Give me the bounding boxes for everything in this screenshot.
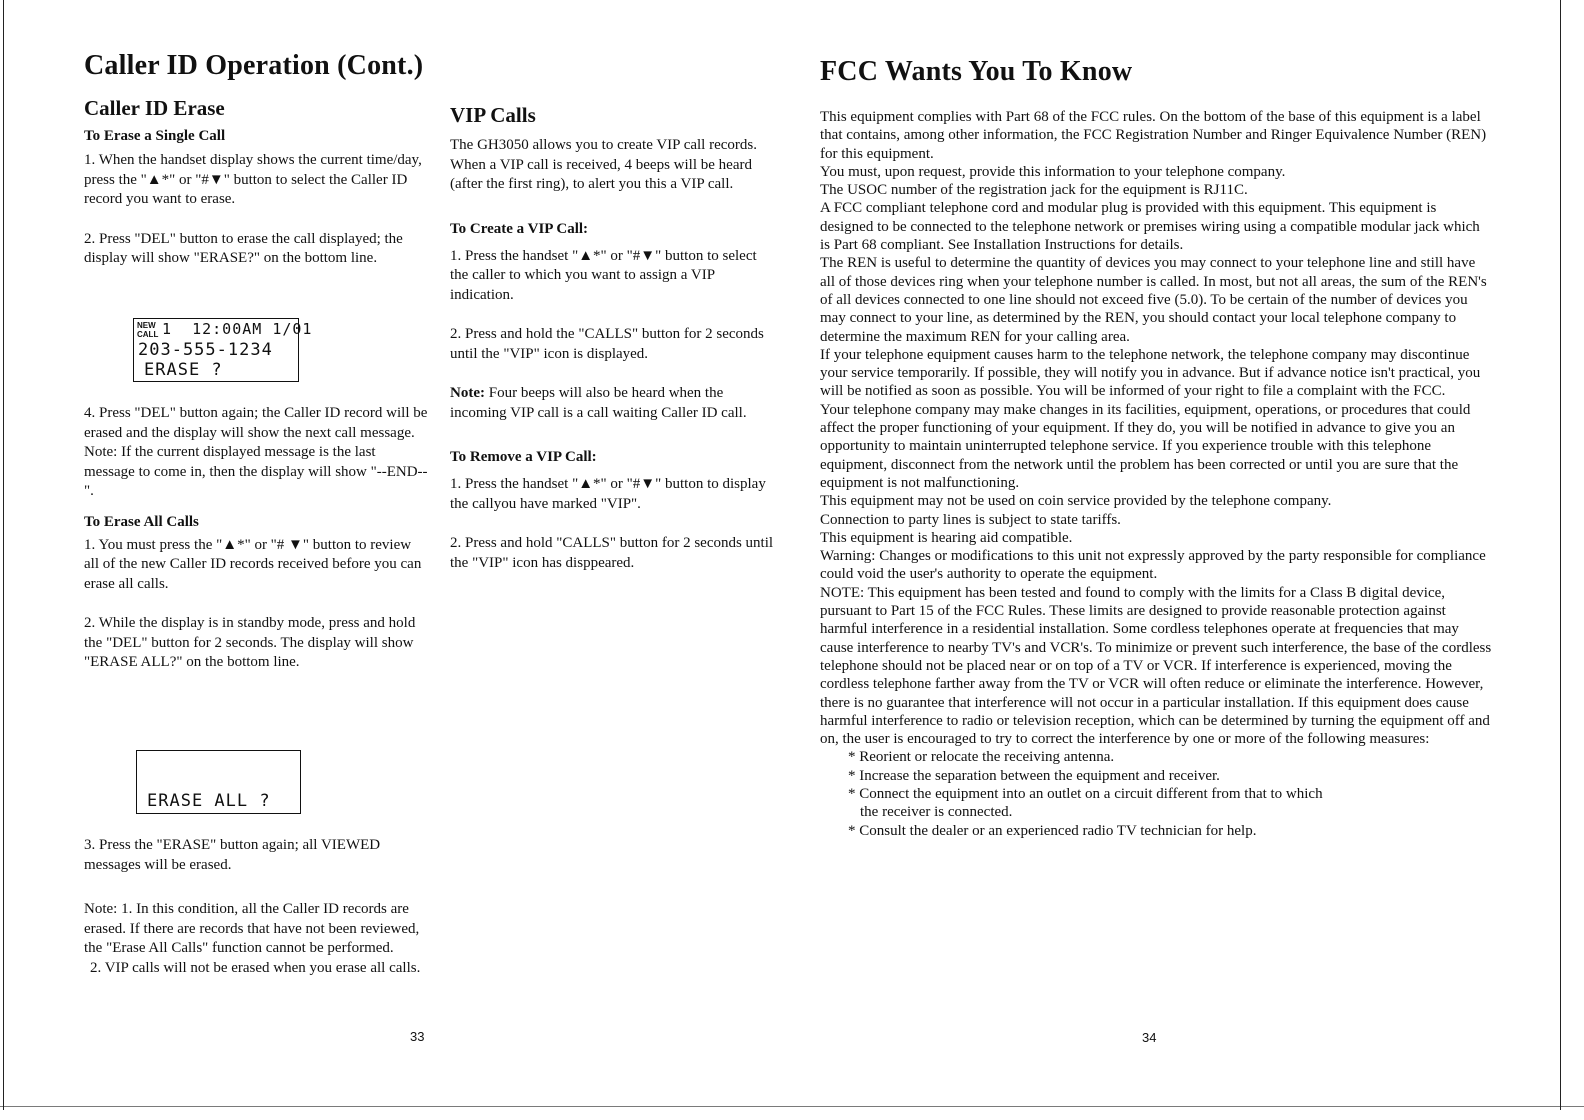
- erase-all-step-1: 1. You must press the "▲*" or "# ▼" button to review all of the new Caller ID records received before you can erase all calls.: [84, 536, 422, 592]
- fcc-measure-item: * Consult the dealer or an experienced radio TV technician for help.: [848, 822, 1257, 839]
- note-label: Note:: [84, 901, 118, 917]
- fcc-paragraph: This equipment complies with Part 68 of the FCC rules. On the bottom of the base of this equipment is a label that contains, among other information, the FCC Registration Number and Ringer Equivalence Number (REN) for this equipment.: [820, 109, 1487, 162]
- vip-create-step-1: 1. Press the handset "▲*" or "#▼" button to select the caller to which you want to assign a VIP indication.: [450, 247, 757, 303]
- fcc-body: [820, 108, 1492, 840]
- vip-note-text: Four beeps will also be heard when the incoming VIP call is a call waiting Caller ID call.: [450, 385, 747, 421]
- fcc-paragraph: This equipment is hearing aid compatible.: [820, 529, 1073, 546]
- erase-single-note: Note: If the current displayed message is the last message to come in, then the display will show "--END--".: [84, 444, 428, 499]
- vip-create-heading: To Create a VIP Call:: [450, 220, 589, 237]
- fcc-paragraph: Connection to party lines is subject to state tariffs.: [820, 511, 1121, 528]
- erase-all-note: [84, 900, 429, 959]
- fcc-paragraph: NOTE: This equipment has been tested and found to comply with the limits for a Class B digital device, pursuant to Part 15 of the FCC Rules. These limits are designed to provide reasonable protection against harmful interference in a residential installation. Some cordless telephones operate at frequencies that may cause interference to nearby TV's and VCR's. To minimize or prevent such interference, the base of the cordless telephone should not be placed near or on top of a TV or VCR. If interference is experienced, moving the cordless telephone farther away from the TV or VCR will often reduce or eliminate the interference. However, there is no guarantee that interference will not occur in a particular installation. If this equipment does cause harmful interference to radio or television reception, which can be determined by turning the equipment off and on, the user is encouraged to try to correct the interference by one or more of the following measures:: [820, 584, 1492, 748]
- note-item-2: 2. VIP calls will not be erased when you erase all calls.: [90, 959, 421, 976]
- lcd-row-time: 1 12:00AM 1/01: [162, 320, 313, 338]
- erase-single-step-1: 1. When the handset display shows the current time/day, press the "▲*" or "#▼" button to select the Caller ID record you want to erase.: [84, 152, 422, 207]
- erase-column-continued: [84, 404, 429, 673]
- lcd-display-erase-all: [136, 750, 301, 814]
- bottom-edge-line: [0, 1106, 1584, 1107]
- erase-all-heading: To Erase All Calls: [84, 513, 199, 530]
- vip-remove-step-1: 1. Press the handset "▲*" or "#▼" button to display the callyou have marked "VIP".: [450, 476, 766, 512]
- fcc-measure-item: * Increase the separation between the equipment and receiver.: [848, 767, 1220, 784]
- fcc-paragraph: A FCC compliant telephone cord and modular plug is provided with this equipment. This equipment is designed to be connected to the telephone network or premises wiring using a compatible modular jack which is Part 68 compliant. See Installation Instructions for details.: [820, 200, 1480, 254]
- fcc-paragraph: You must, upon request, provide this information to your telephone company.: [820, 163, 1286, 180]
- left-page-title: Caller ID Operation (Cont.): [84, 50, 424, 81]
- fcc-measure-item: * Connect the equipment into an outlet on a circuit different from that to which: [848, 785, 1323, 802]
- right-page-title: FCC Wants You To Know: [820, 56, 1133, 87]
- lcd-row-message: ERASE ?: [144, 360, 223, 380]
- lcd-display-erase: [133, 318, 313, 382]
- fcc-paragraph: If your telephone equipment causes harm to the telephone network, the telephone company may discontinue your service temporarily. If possible, they will notify you in advance. But if advance notice isn't practical, you will be notified as soon as possible. You will be informed of your right to file a complaint with the FCC.: [820, 346, 1481, 400]
- lcd-row-number: 203-555-1234: [138, 340, 273, 360]
- caller-id-erase-heading: Caller ID Erase: [84, 96, 225, 120]
- fcc-paragraph: Your telephone company may make changes in its facilities, equipment, operations, or procedures that could affect the proper functioning of your equipment. If they do, you will be notified in advance to give you an opportunity to maintain uninterrupted telephone service. If you experience trouble with this telephone equipment, disconnect from the network until the problem has been corrected or until you are sure that the equipment is not malfunctioning.: [820, 401, 1471, 491]
- new-call-indicator-bottom: CALL: [137, 330, 159, 339]
- vip-intro: The GH3050 allows you to create VIP call records. When a VIP call is received, 4 beeps will be heard (after the first ring), to alert you this a VIP call.: [450, 137, 757, 192]
- vip-remove-step-2: 2. Press and hold "CALLS" button for 2 seconds until the "VIP" icon has disppeared.: [450, 535, 774, 571]
- lcd-row-erase-all: ERASE ALL ?: [147, 791, 271, 811]
- erase-column: [84, 96, 429, 269]
- note-item-1: 1. In this condition, all the Caller ID records are erased. If there are records that have not been reviewed, the "Erase All Calls" function cannot be performed.: [84, 901, 420, 956]
- vip-remove-heading: To Remove a VIP Call:: [450, 449, 597, 465]
- erase-single-step-2: 2. Press "DEL" button to erase the call displayed; the display will show "ERASE?" on the bottom line.: [84, 230, 403, 266]
- fcc-measure-item: the receiver is connected.: [860, 804, 1013, 821]
- erase-all-step-2: 2. While the display is in standby mode, press and hold the "DEL" button for 2 seconds. The display will show "ERASE ALL?" on the bottom line.: [84, 615, 416, 670]
- erase-all-step-3: 3. Press the "ERASE" button again; all VIEWED messages will be erased.: [84, 837, 381, 873]
- left-edge-line: [3, 0, 4, 1110]
- fcc-paragraph: Warning: Changes or modifications to this unit not expressly approved by the party responsible for compliance could void the user's authority to operate the equipment.: [820, 548, 1486, 583]
- vip-calls-heading: VIP Calls: [450, 103, 536, 127]
- erase-single-step-4: 4. Press "DEL" button again; the Caller ID record will be erased and the display will show the next call message.: [84, 405, 428, 441]
- fcc-paragraph: The REN is useful to determine the quantity of devices you may connect to your telephone line and still have all of those devices ring when your telephone number is called. In most, but not all areas, the sum of the REN's of all devices connected to one line should not exceed five (5.0). To be certain of the number of devices you may connect to your line, as determined by the REN, you should contact your local telephone company to determine the maximum REN for your calling area.: [820, 255, 1487, 345]
- vip-column: [450, 103, 775, 573]
- page-number-left: 33: [410, 1029, 425, 1044]
- erase-column-end: [84, 836, 429, 978]
- vip-note: [450, 384, 775, 423]
- new-call-indicator-top: NEW: [137, 321, 156, 330]
- fcc-paragraph: This equipment may not be used on coin service provided by the telephone company.: [820, 493, 1332, 510]
- vip-note-label: Note:: [450, 385, 485, 401]
- erase-single-heading: To Erase a Single Call: [84, 128, 226, 144]
- fcc-measure-item: * Reorient or relocate the receiving antenna.: [848, 749, 1115, 766]
- right-edge-line: [1560, 0, 1561, 1110]
- vip-create-step-2: 2. Press and hold the "CALLS" button for 2 seconds until the "VIP" icon is displayed.: [450, 326, 764, 362]
- page-number-right: 34: [1142, 1030, 1157, 1045]
- fcc-paragraph: The USOC number of the registration jack for the equipment is RJ11C.: [820, 182, 1248, 199]
